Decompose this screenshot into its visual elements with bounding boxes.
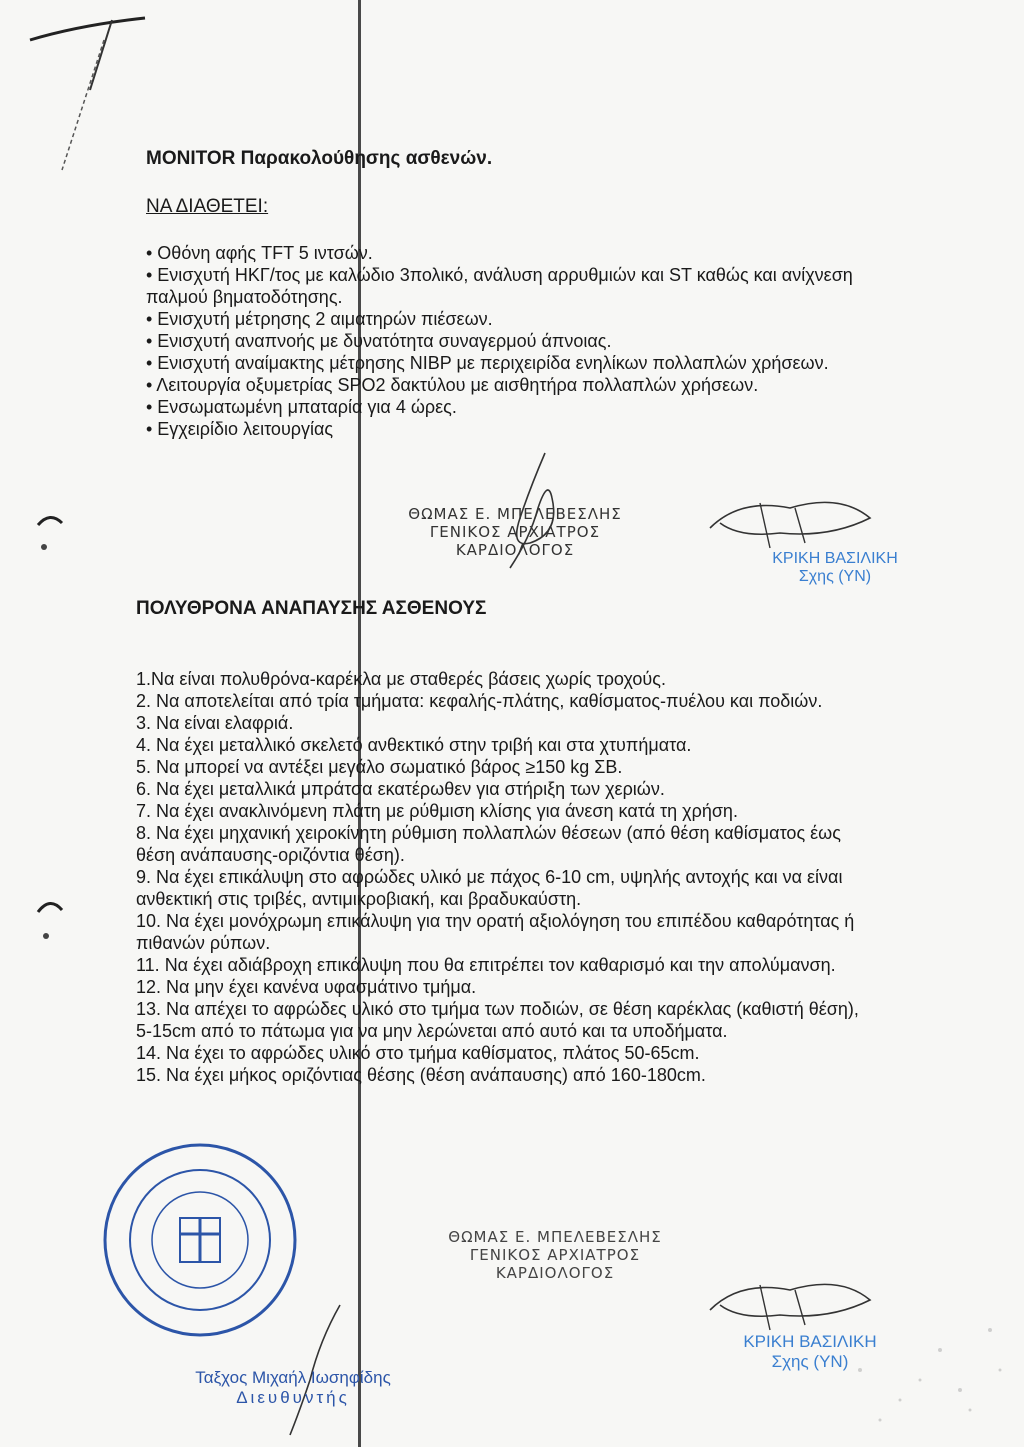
- signature-block-1: [400, 505, 630, 559]
- monitor-subtitle: ΝΑ ΔΙΑΘΕΤΕΙ:: [146, 196, 269, 217]
- list-item: 13. Να απέχει το αφρώδες υλικό στο τμήμα των ποδιών, σε θέση καρέκλας (καθιστή θέση), 5-15cm από το πάτωμα για να μην λερώνεται από αυτό και τα υποδήματα.: [136, 999, 859, 1041]
- hole-punch-mark-lower: [30, 890, 70, 950]
- list-item: 8. Να έχει μηχανική χειροκίνητη ρύθμιση πολλαπλών θέσεων (από θέση καθίσματος έως θέση ανάπαυσης-οριζόντια θέση).: [136, 823, 841, 865]
- director-stamp: [158, 1368, 428, 1408]
- list-item: 2. Να αποτελείται από τρία τμήματα: κεφαλής-πλάτης, καθίσματος-πυέλου και ποδιών.: [136, 691, 823, 711]
- list-item: 14. Να έχει το αφρώδες υλικό στο τμήμα καθίσματος, πλάτος 50-65cm.: [136, 1043, 700, 1063]
- list-item: 4. Να έχει μεταλλικό σκελετό ανθεκτικό στην τριβή και στα χτυπήματα.: [136, 735, 692, 755]
- list-item: 1.Να είναι πολυθρόνα-καρέκλα με σταθερές βάσεις χωρίς τροχούς.: [136, 669, 666, 689]
- signer-specialty: ΚΑΡΔΙΟΛΟΓΟΣ: [455, 541, 575, 559]
- signer-name: ΘΩΜΑΣ Ε. ΜΠΕΛΕΒΕΣΛΗΣ: [448, 1228, 662, 1246]
- list-item: 9. Να έχει επικάλυψη στο αφρώδες υλικό με πάχος 6-10 cm, υψηλής αντοχής και να είναι ανθεκτική στις τριβές, αντιμικροβιακή, και βραδυκαύστη.: [136, 867, 843, 909]
- blue-name-stamp-1: [725, 550, 945, 586]
- list-item: • Λειτουργία οξυμετρίας SPO2 δακτύλου με αισθητήρα πολλαπλών χρήσεων.: [146, 375, 759, 395]
- list-item: 11. Να έχει αδιάβροχη επικάλυψη που θα επιτρέπει τον καθαρισμό και την απολύμανση.: [136, 955, 836, 975]
- list-item: • Εγχειρίδιο λειτουργίας: [146, 419, 334, 439]
- signer-name: ΘΩΜΑΣ Ε. ΜΠΕΛΕΒΕΣΛΗΣ: [408, 505, 622, 523]
- list-item: • Ενισχυτή αναπνοής με δυνατότητα συναγερμού άπνοιας.: [146, 331, 612, 351]
- list-item: • Ενισχυτή ΗΚΓ/τος με καλώδιο 3πολικό, ανάλυση αρρυθμιών και ST καθώς και ανίχνεση παλμού βηματοδότησης.: [146, 265, 853, 307]
- scan-noise: [820, 1250, 1020, 1440]
- stamp-name: ΚΡΙΚΗ ΒΑΣΙΛΙΚΗ: [743, 1332, 877, 1351]
- signer-specialty: ΚΑΡΔΙΟΛΟΓΟΣ: [495, 1264, 615, 1282]
- list-item: 5. Να μπορεί να αντέξει μεγάλο σωματικό βάρος ≥150 kg ΣΒ.: [136, 757, 623, 777]
- list-item: • Οθόνη αφής TFT 5 ιντσών.: [146, 243, 373, 263]
- ink-signature-scribble: [700, 488, 890, 558]
- chair-requirements-list: [136, 668, 876, 1086]
- monitor-requirements-list: [146, 242, 876, 440]
- list-item: 6. Να έχει μεταλλικά μπράτσα εκατέρωθεν για στήριξη των χεριών.: [136, 779, 665, 799]
- list-item: 7. Να έχει ανακλινόμενη πλάτη με ρύθμιση κλίσης για άνεση κατά τη χρήση.: [136, 801, 738, 821]
- chair-section: [136, 598, 956, 1086]
- hole-punch-mark: [30, 505, 70, 565]
- list-item: 3. Να είναι ελαφριά.: [136, 713, 294, 733]
- corner-scribble: [0, 0, 160, 180]
- list-item: 12. Να μην έχει κανένα υφασμάτινο τμήμα.: [136, 977, 477, 997]
- signer-title: ΓΕΝΙΚΟΣ ΑΡΧΙΑΤΡΟΣ: [469, 1246, 641, 1264]
- director-title: Διευθυντής: [236, 1388, 350, 1407]
- list-item: 10. Να έχει μονόχρωμη επικάλυψη για την ορατή αξιολόγηση του επιπέδου καθαρότητας ή πιθανών ρύπων.: [136, 911, 855, 953]
- director-name: Ταξχος Μιχαήλ Ιωσηφίδης: [195, 1368, 391, 1387]
- signature-block-2: [440, 1228, 670, 1282]
- list-item: • Ενσωματωμένη μπαταρία για 4 ώρες.: [146, 397, 457, 417]
- stamp-rank: Σχης (ΥΝ): [798, 568, 872, 585]
- list-item: • Ενισχυτή αναίμακτης μέτρησης NIBP με περιχειρίδα ενηλίκων πολλαπλών χρήσεων.: [146, 353, 829, 373]
- list-item: 15. Να έχει μήκος οριζόντιας θέσης (θέση ανάπαυσης) από 160-180cm.: [136, 1065, 706, 1085]
- signer-title: ΓΕΝΙΚΟΣ ΑΡΧΙΑΤΡΟΣ: [429, 523, 601, 541]
- monitor-section: [146, 148, 966, 440]
- monitor-title: MONITOR Παρακολούθησης ασθενών.: [146, 148, 493, 169]
- chair-title: ΠΟΛΥΘΡΟΝΑ ΑΝΑΠΑΥΣΗΣ ΑΣΘΕΝΟΥΣ: [136, 598, 487, 619]
- stamp-name: ΚΡΙΚΗ ΒΑΣΙΛΙΚΗ: [772, 550, 898, 567]
- stamp-rank: Σχης (ΥΝ): [771, 1352, 849, 1371]
- list-item: • Ενισχυτή μέτρησης 2 αιματηρών πιέσεων.: [146, 309, 493, 329]
